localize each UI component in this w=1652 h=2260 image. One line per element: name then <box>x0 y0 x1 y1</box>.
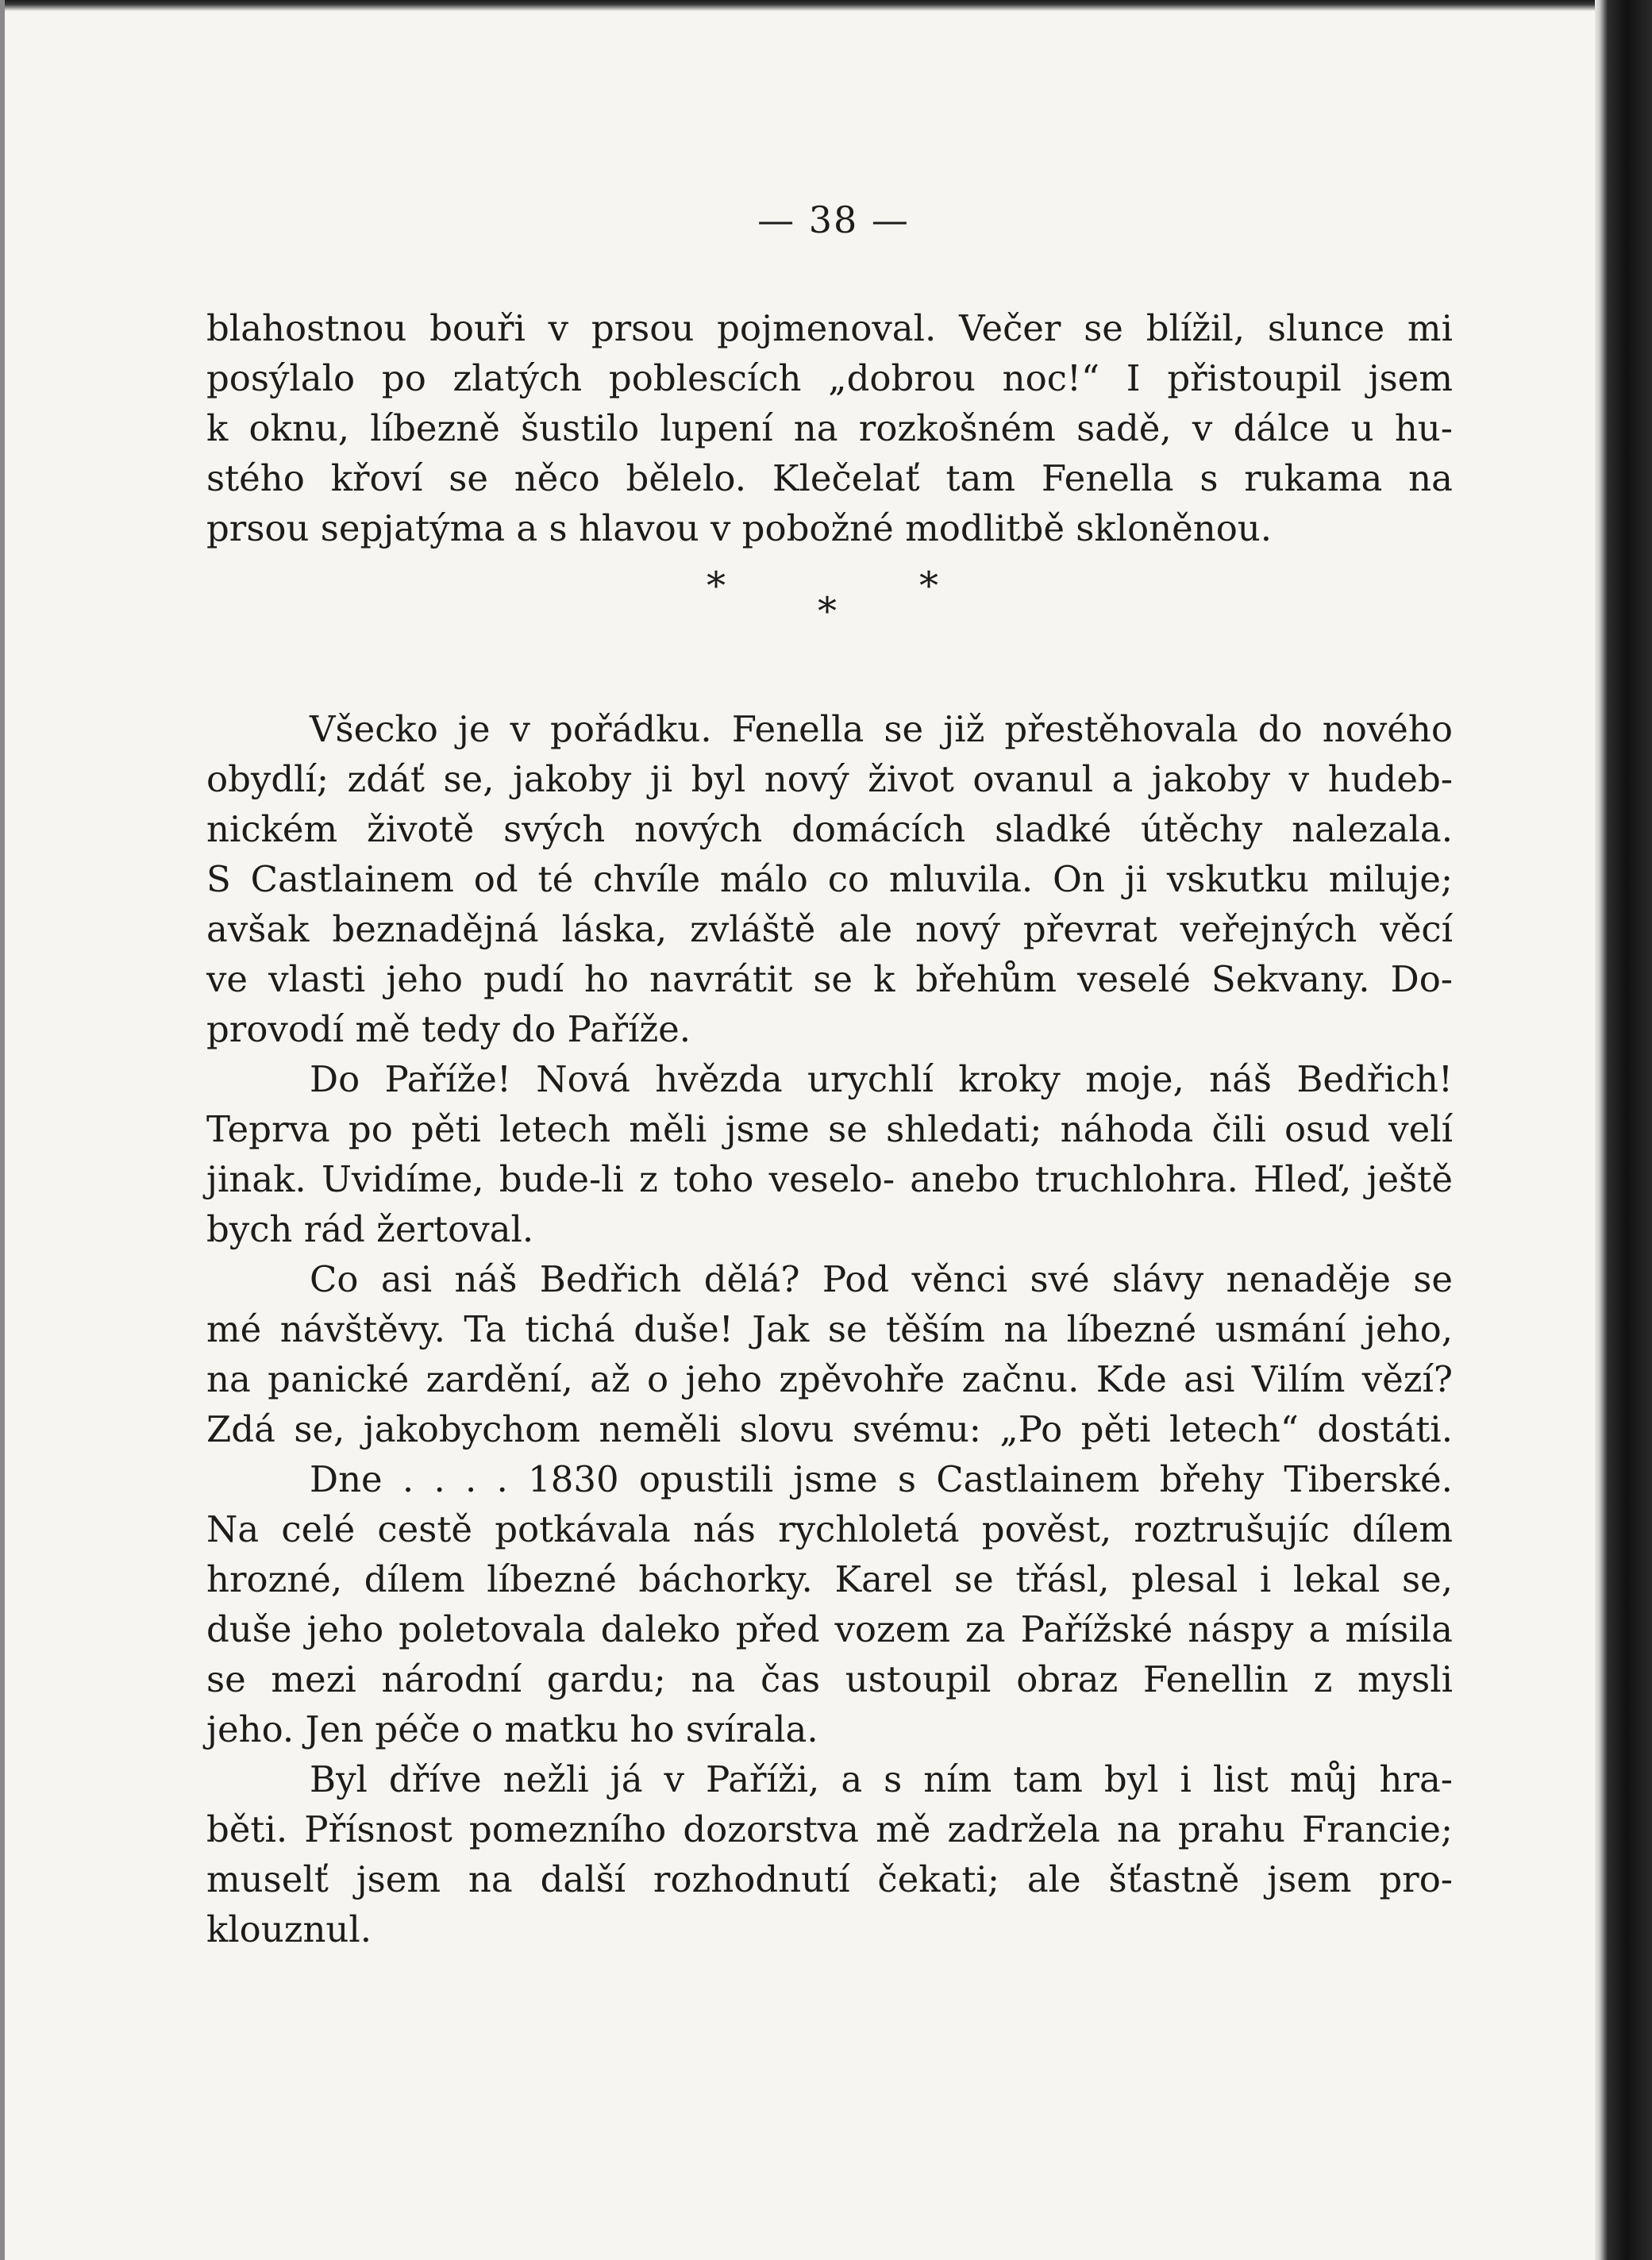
text-line: bych rád žertoval. <box>206 1208 534 1250</box>
text-line: muselť jsem na další rozhodnutí čekati; ale šťastně jsem pro- <box>206 1858 1453 1900</box>
text-line: jinak. Uvidíme, bude-li z toho veselo- anebo truchlohra. Hleď, ještě <box>206 1158 1453 1200</box>
text-line: hrozné, dílem líbezné báchorky. Karel se třásl, plesal i lekal se, <box>206 1558 1453 1600</box>
text-line: avšak beznadějná láska, zvláště ale nový převrat veřejných věcí <box>206 908 1453 950</box>
paragraph-6 <box>206 1754 1453 1954</box>
text-line: se mezi národní gardu; na čas ustoupil obraz Fenellin z mysli <box>206 1658 1453 1700</box>
text-line: S Castlainem od té chvíle málo co mluvila. On ji vskutku miluje; <box>206 858 1453 900</box>
text-line: Všecko je v pořádku. Fenella se již přestěhovala do nového <box>310 708 1453 750</box>
asterism-star: * <box>919 564 938 608</box>
text-line: na panické zardění, až o jeho zpěvohře začnu. Kde asi Vilím vězí? <box>206 1358 1453 1400</box>
text-line: mé návštěvy. Ta tichá duše! Jak se těším na líbezné usmání jeho, <box>206 1308 1453 1350</box>
paragraph-1 <box>206 303 1453 553</box>
text-line: Na celé cestě potkávala nás rychloletá pověst, roztrušujíc dílem <box>206 1508 1453 1550</box>
text-line: stého křoví se něco bělelo. Klečelať tam Fenella s rukama na <box>206 457 1453 499</box>
text-line: provodí mě tedy do Paříže. <box>206 1008 691 1050</box>
text-line: blahostnou bouři v prsou pojmenoval. Večer se blížil, slunce mi <box>206 307 1453 349</box>
text-line: duše jeho poletovala daleko před vozem za Pařížské náspy a mísila <box>206 1608 1453 1650</box>
text-line: Co asi náš Bedřich dělá? Pod věnci své slávy nenaděje se <box>310 1258 1453 1300</box>
asterism-star: * <box>818 589 837 633</box>
scan-top-edge <box>0 0 1652 11</box>
body-text <box>206 303 1453 1954</box>
text-line: Byl dříve nežli já v Paříži, a s ním tam byl i list můj hra- <box>310 1758 1453 1800</box>
section-separator <box>206 553 1453 704</box>
scan-right-edge <box>1595 0 1652 2260</box>
text-line: klouznul. <box>206 1908 372 1950</box>
text-line: prsou sepjatýma a s hlavou v pobožné modlitbě skloněnou. <box>206 507 1273 549</box>
text-line: Zdá se, jakobychom neměli slovu svému: „Po pěti letech“ dostáti. <box>206 1408 1453 1450</box>
text-line: ve vlasti jeho pudí ho navrátit se k břehům veselé Sekvany. Do- <box>206 958 1453 1000</box>
text-line: obydlí; zdáť se, jakoby ji byl nový život ovanul a jakoby v hudeb- <box>206 758 1453 800</box>
text-line: nickém životě svých nových domácích sladké útěchy nalezala. <box>206 808 1453 850</box>
paragraph-2 <box>206 704 1453 1054</box>
text-line: Teprva po pěti letech měli jsme se shledati; náhoda čili osud velí <box>206 1108 1453 1150</box>
paragraph-5 <box>206 1454 1453 1754</box>
paragraph-3 <box>206 1054 1453 1254</box>
text-line: Dne . . . . 1830 opustili jsme s Castlainem břehy Tiberské. <box>310 1458 1453 1500</box>
text-line: běti. Přísnost pomezního dozorstva mě zadržela na prahu Francie; <box>206 1808 1453 1850</box>
text-line: Do Paříže! Nová hvězda urychlí kroky moje, náš Bedřich! <box>310 1058 1453 1100</box>
scan-left-edge <box>0 0 5 2260</box>
paragraph-4 <box>206 1254 1453 1454</box>
page-number: — 38 — <box>757 198 910 241</box>
text-line: jeho. Jen péče o matku ho svírala. <box>206 1708 818 1750</box>
asterism-star: * <box>707 564 726 608</box>
text-line: posýlalo po zlatých poblescích „dobrou noc!“ I přistoupil jsem <box>206 357 1453 399</box>
text-line: k oknu, líbezně šustilo lupení na rozkošném sadě, v dálce u hu- <box>206 407 1453 449</box>
